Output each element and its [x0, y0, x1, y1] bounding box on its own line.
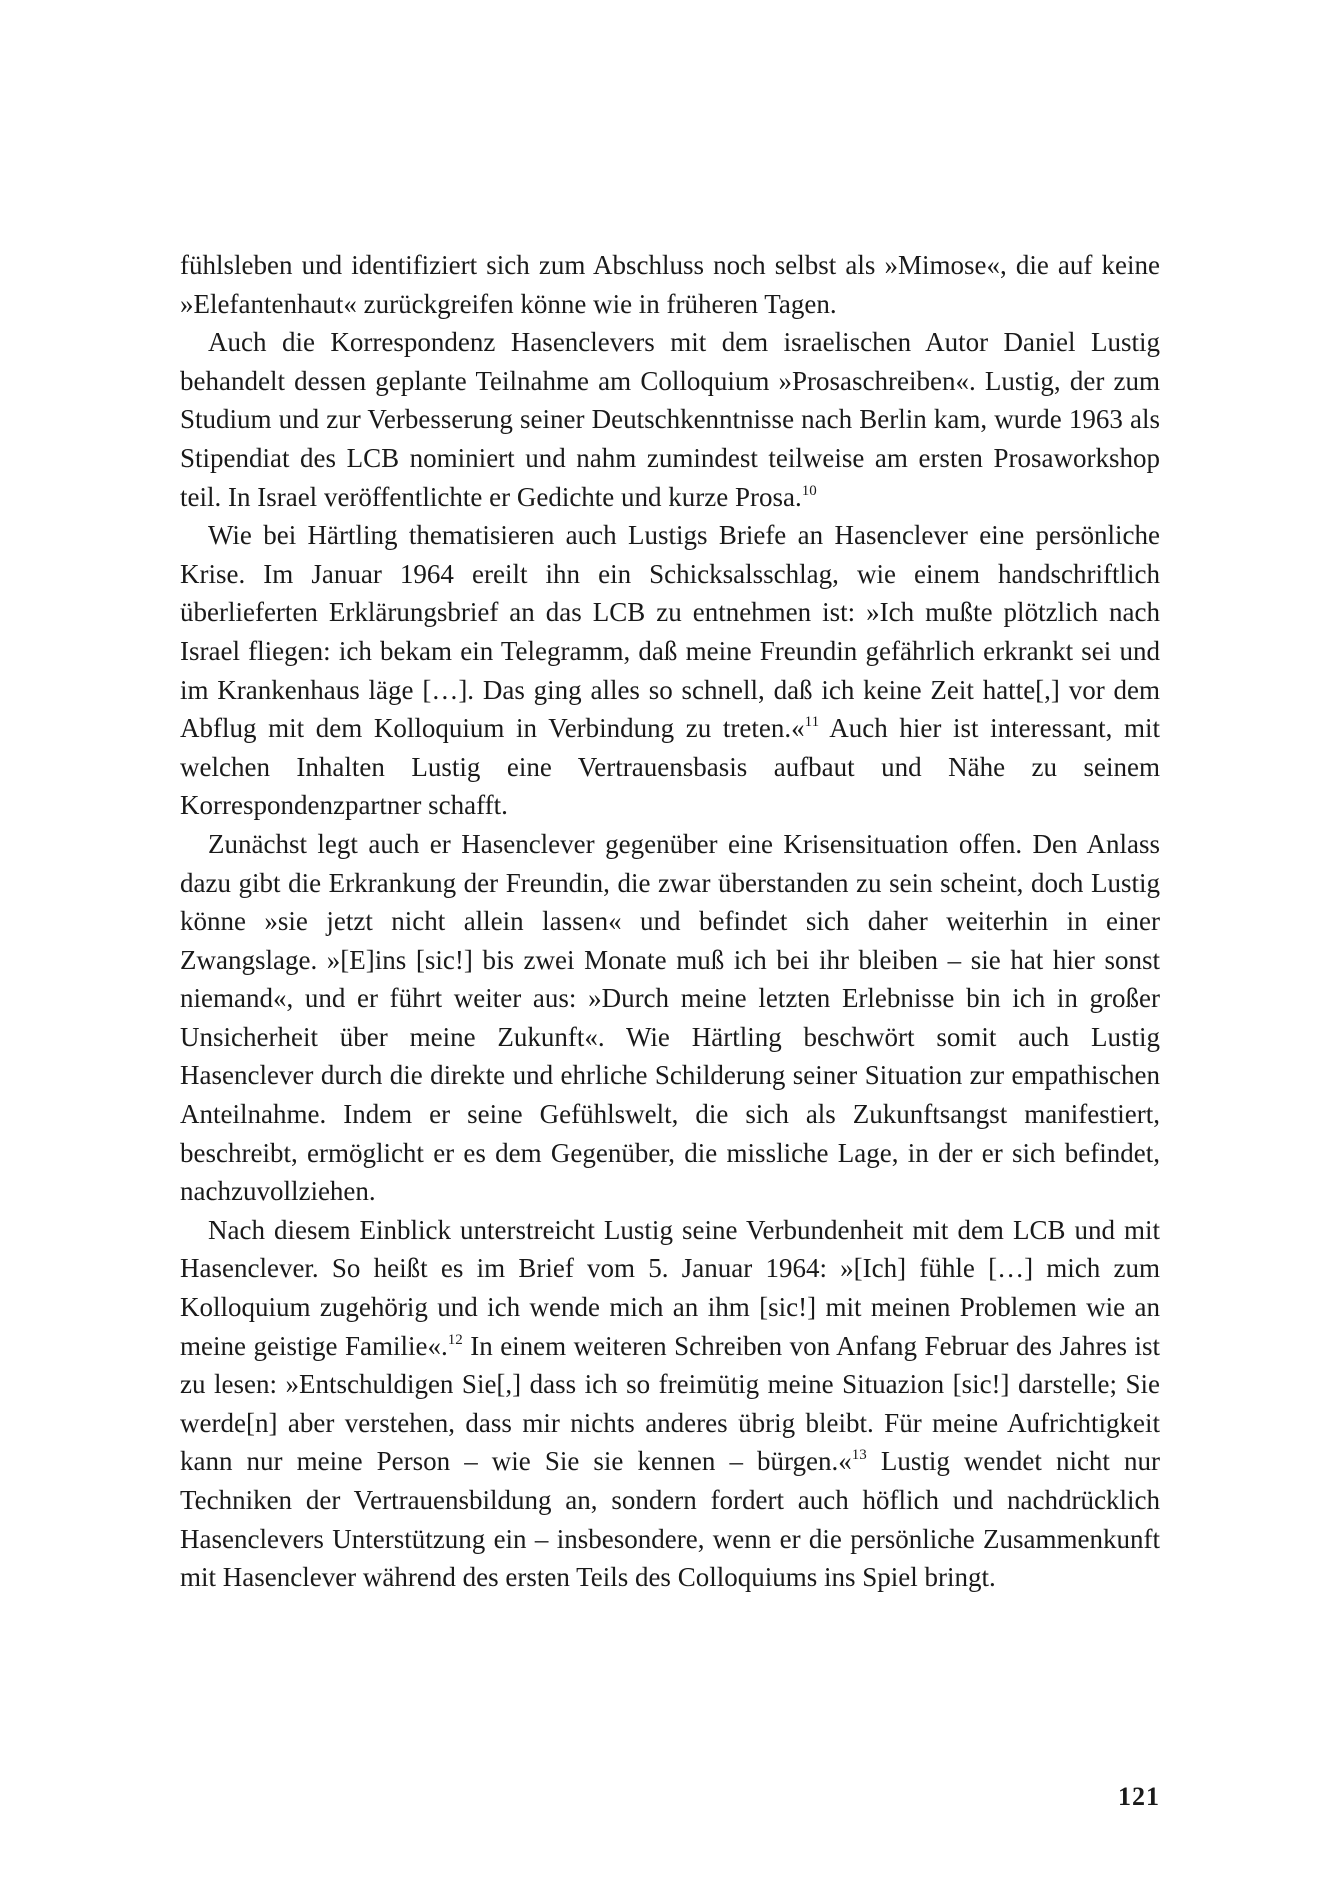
paragraph-text: Auch hier ist interessant, mit welchen Inhalten Lustig eine Vertrauensbasis aufbaut und Nähe zu seinem Korrespondenzpartner schafft.: [180, 713, 1160, 821]
paragraph-text: Zunächst legt auch er Hasenclever gegenüber eine Krisensituation offen. Den Anlass dazu gibt die Erkrankung der Freundin, die zwar überstanden zu sein scheint, doch Lustig könne »sie jetzt nicht allein lassen« und befindet sich daher weiterhin in einer Zwangslage. »[E]ins [sic!] bis zwei Monate muß ich bei ihr bleiben – sie hat hier sonst niemand«, und er führt weiter aus: »Durch meine letzten Erlebnisse bin ich in großer Unsicherheit über meine Zukunft«. Wie Härtling beschwört somit auch Lustig Hasenclever durch die direkte und ehrliche Schilderung seiner Situation zur empathischen Anteilnahme. Indem er seine Gefühlswelt, die sich als Zukunftsangst manifestiert, beschreibt, ermöglicht er es dem Gegenüber, die missliche Lage, in der er sich befindet, nachzuvollziehen.: [180, 828, 1160, 1207]
paragraph: [180, 825, 1160, 1211]
footnote-marker: 11: [804, 714, 820, 731]
paragraph-text: In einem weiteren Schreiben von Anfang Februar des Jahres ist zu lesen: »Entschuldigen Sie[,] dass ich so freimütig meine Situazion [sic!] darstelle; Sie werde[n] aber verstehen, dass mir nichts anderes übrig bleibt. Für meine Aufrichtigkeit kann nur meine Person – wie Sie sie kennen – bürgen.«: [180, 1330, 1160, 1477]
paragraph-text: fühlsleben und identifiziert sich zum Abschluss noch selbst als »Mimose«, die auf keine »Elefantenhaut« zurückgreifen könne wie in früheren Tagen.: [180, 250, 1160, 319]
paragraph: [180, 516, 1160, 825]
footnote-marker: 10: [801, 482, 817, 499]
paragraph-text: Wie bei Härtling thematisieren auch Lustigs Briefe an Hasenclever eine persönliche Krise. Im Januar 1964 ereilt ihn ein Schicksalsschlag, wie einem handschriftlich überlieferten Erklärungsbrief an das LCB zu entnehmen ist: »Ich mußte plötzlich nach Israel fliegen: ich bekam ein Telegramm, daß meine Freundin gefährlich erkrankt sei und im Krankenhaus läge […]. Das ging alles so schnell, daß ich keine Zeit hatte[,] vor dem Abflug mit dem Kolloquium in Verbindung zu treten.«: [180, 520, 1160, 744]
paragraph-text: Lustig wendet nicht nur Techniken der Vertrauensbildung an, sondern fordert auch höflich und nachdrücklich Hasenclevers Unterstützung ein – insbesondere, wenn er die persönliche Zusammenkunft mit Hasenclever während des ersten Teils des Colloquiums ins Spiel bringt.: [180, 1446, 1160, 1593]
paragraph: [180, 323, 1160, 516]
paragraph: [180, 1211, 1160, 1597]
footnote-marker: 13: [851, 1447, 867, 1464]
body-text: [180, 246, 1160, 1597]
page-number: 121: [1118, 1782, 1160, 1811]
footnote-marker: 12: [447, 1331, 463, 1348]
paragraph-text: Auch die Korrespondenz Hasenclevers mit dem israelischen Autor Daniel Lustig behandelt dessen geplante Teilnahme am Colloquium »Prosaschreiben«. Lustig, der zum Studium und zur Verbesserung seiner Deutschkenntnisse nach Berlin kam, wurde 1963 als Stipendiat des LCB nominiert und nahm zumindest teilweise am ersten Prosaworkshop teil. In Israel veröffentlichte er Gedichte und kurze Prosa.: [180, 327, 1160, 512]
paragraph: [180, 246, 1160, 323]
paragraph-text: Nach diesem Einblick unterstreicht Lustig seine Verbundenheit mit dem LCB und mit Hasenclever. So heißt es im Brief vom 5. Januar 1964: »[Ich] fühle […] mich zum Kolloquium zugehörig und ich wende mich an ihm [sic!] mit meinen Problemen wie an meine geistige Familie«.: [180, 1214, 1160, 1361]
